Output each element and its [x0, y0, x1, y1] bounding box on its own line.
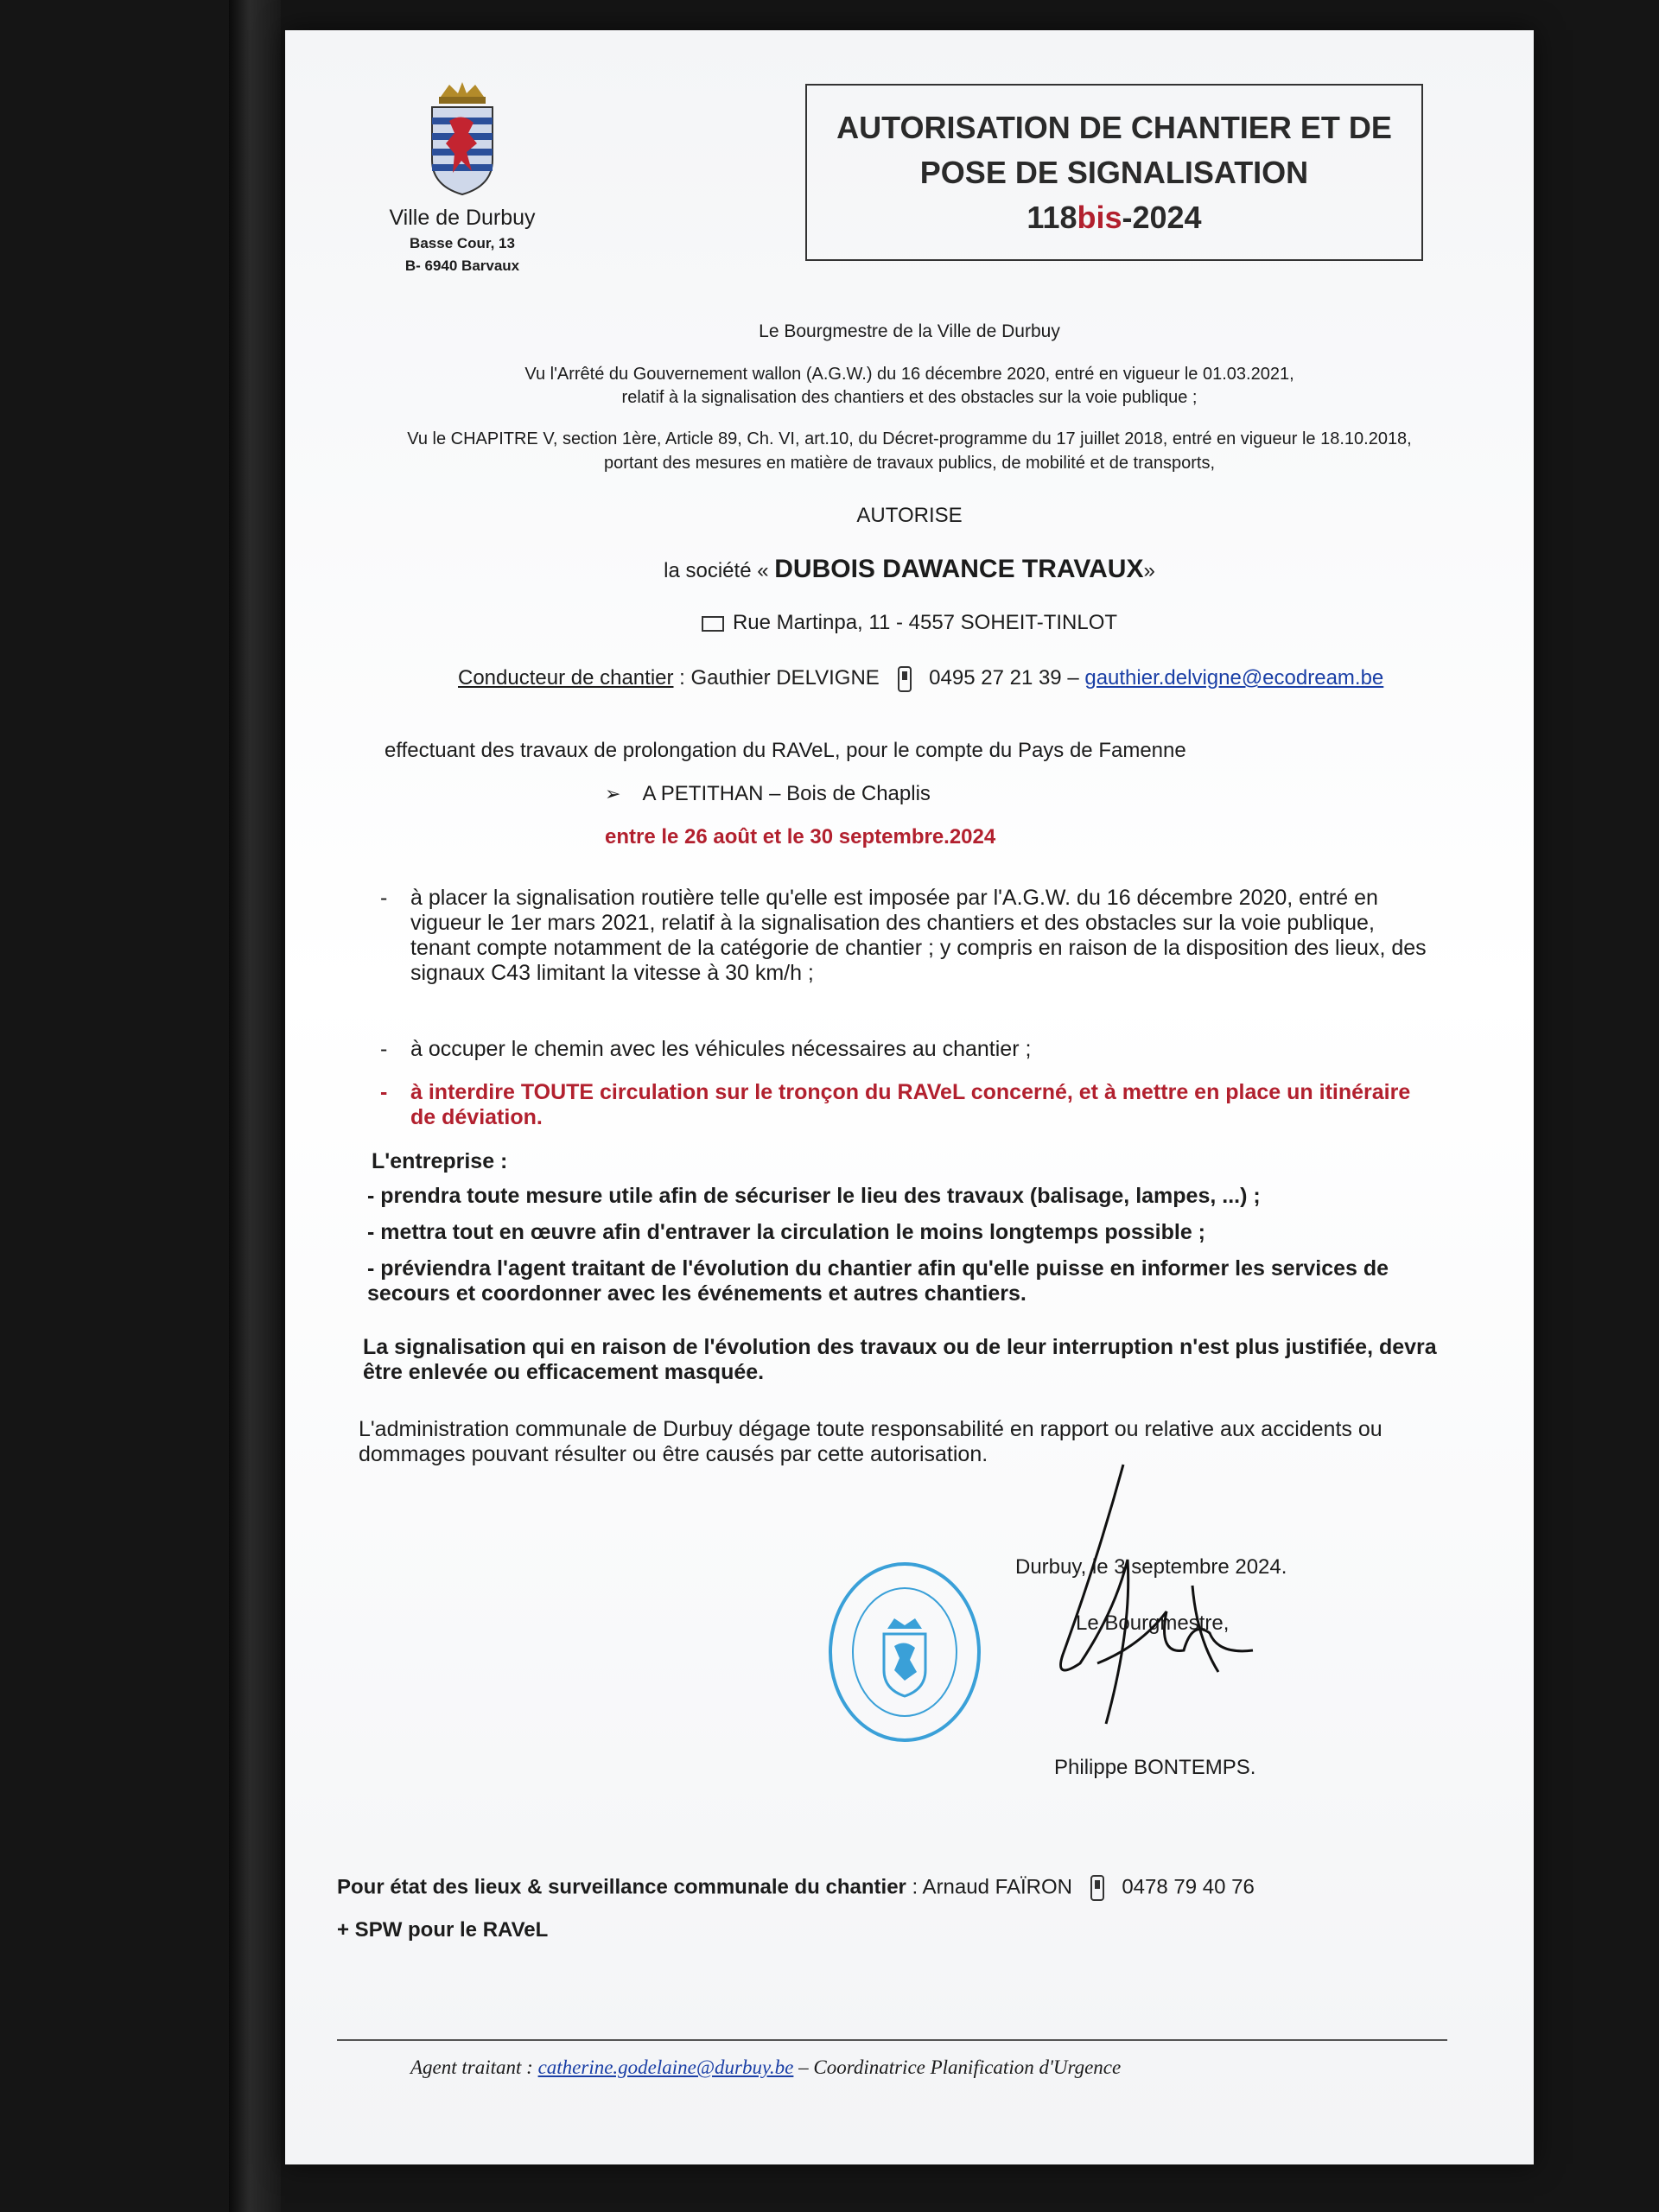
- footer-line: [410, 2056, 1447, 2079]
- condition-item-1: [380, 886, 1439, 986]
- frame-edge: [229, 0, 281, 2212]
- obligation-item-1: - prendra toute mesure utile afin de sécuriser le lieu des travaux (balisage, lampes, ...) ;: [367, 1184, 1261, 1208]
- signatory-role: Le Bourgmestre,: [1076, 1611, 1230, 1635]
- dash: -: [380, 1037, 388, 1061]
- conductor-line: [458, 665, 1495, 692]
- number-part2: bis: [1077, 199, 1122, 235]
- city-address-line1: Basse Cour, 13: [410, 235, 515, 251]
- liability-note: L'administration communale de Durbuy dégage toute responsabilité en rapport ou relative aux accidents ou dommages pouvant résulter ou être causés par cette autorisation.: [359, 1417, 1382, 1466]
- conductor-email-link[interactable]: gauthier.delvigne@ecodream.be: [1084, 666, 1384, 690]
- signatory-name: Philippe BONTEMPS.: [1054, 1756, 1256, 1779]
- works-description: effectuant des travaux de prolongation du RAVeL, pour le compte du Pays de Famenne: [385, 739, 1186, 762]
- works-period: entre le 26 août et le 30 septembre.2024: [605, 825, 996, 849]
- surveillance-name: : Arnaud FAÏRON: [912, 1875, 1072, 1899]
- mobile-phone-icon: [1090, 1875, 1104, 1901]
- condition-item-3: [380, 1080, 1439, 1130]
- surveillance-phone: 0478 79 40 76: [1122, 1875, 1255, 1899]
- company-name: DUBOIS DAWANCE TRAVAUX: [774, 555, 1144, 583]
- number-part3: -2024: [1122, 199, 1202, 235]
- place-date: Durbuy, le 3 septembre 2024.: [1015, 1555, 1287, 1579]
- autorise: AUTORISE: [856, 504, 963, 527]
- works-location-line: [605, 782, 1296, 806]
- mail-icon: [702, 616, 724, 632]
- conductor-label: Conducteur de chantier: [458, 666, 674, 690]
- obligation-item-3: - préviendra l'agent traitant de l'évolution du chantier afin qu'elle puisse en informer les services de secours et coordonner avec les événements et autres chantiers.: [367, 1256, 1389, 1306]
- condition-3-text: à interdire TOUTE circulation sur le tronçon du RAVeL concerné, et à mettre en place un itinéraire de déviation.: [410, 1080, 1411, 1129]
- company-suffix: »: [1143, 559, 1155, 582]
- agent-role: – Coordinatrice Planification d'Urgence: [798, 2056, 1122, 2078]
- coat-of-arms-icon: [423, 78, 501, 199]
- mobile-phone-icon: [898, 666, 912, 692]
- title-line1: AUTORISATION DE CHANTIER ET DE: [836, 109, 1392, 145]
- vu1-line1: Vu l'Arrêté du Gouvernement wallon (A.G.W.) du 16 décembre 2020, entré en vigueur le 01.03.2021,: [524, 365, 1294, 384]
- conductor-name: : Gauthier DELVIGNE: [679, 666, 880, 690]
- agent-label: Agent traitant :: [410, 2056, 533, 2078]
- title-box: [805, 84, 1423, 261]
- company-prefix: la société «: [664, 559, 769, 582]
- agent-email-link[interactable]: catherine.godelaine@durbuy.be: [537, 2056, 794, 2078]
- dash: -: [380, 886, 388, 910]
- vu2-line1: Vu le CHAPITRE V, section 1ère, Article 89, Ch. VI, art.10, du Décret-programme du 17 juillet 2018, entré en vigueur le 18.10.2018,: [407, 429, 1412, 448]
- number-part1: 118: [1027, 199, 1077, 235]
- document-page: [285, 30, 1534, 2164]
- signalisation-note: La signalisation qui en raison de l'évolution des travaux ou de leur interruption n'est plus justifiée, devra être enlevée ou efficacement masquée.: [363, 1335, 1437, 1384]
- issuer: Le Bourgmestre de la Ville de Durbuy: [759, 321, 1060, 341]
- obligations-heading: L'entreprise :: [372, 1149, 508, 1173]
- authorization-number: [1027, 195, 1201, 240]
- surveillance-label: Pour état des lieux & surveillance communale du chantier: [337, 1875, 906, 1899]
- company-address-line: [285, 611, 1534, 635]
- company-address: Rue Martinpa, 11 - 4557 SOHEIT-TINLOT: [732, 611, 1118, 634]
- condition-1-text: à placer la signalisation routière telle qu'elle est imposée par l'A.G.W. du 16 décembre 2020, entré en vigueur le 1er mars 2021, relatif à la signalisation des chantiers et des obstacles sur la voie publique, tenant compte notamment de la catégorie de chantier ; y compris en raison de la disposition des lieux, des signaux C43 limitant la vitesse à 30 km/h ;: [410, 886, 1427, 985]
- surveillance-extra: + SPW pour le RAVeL: [337, 1918, 549, 1942]
- works-location: A PETITHAN – Bois de Chaplis: [642, 782, 931, 805]
- conductor-phone: 0495 27 21 39 –: [929, 666, 1079, 690]
- obligation-item-2: - mettra tout en œuvre afin d'entraver la circulation le moins longtemps possible ;: [367, 1220, 1206, 1244]
- surveillance-line: [337, 1875, 1460, 1901]
- footer-divider: [337, 2039, 1447, 2041]
- arrow-bullet-icon: ➢: [605, 783, 621, 804]
- city-name: Ville de Durbuy: [389, 206, 536, 230]
- condition-item-2: [380, 1037, 1439, 1062]
- city-address-line2: B- 6940 Barvaux: [404, 257, 520, 274]
- municipal-stamp-icon: [825, 1560, 985, 1745]
- dash: -: [380, 1080, 388, 1104]
- vu1-line2: relatif à la signalisation des chantiers et des obstacles sur la voie publique ;: [621, 388, 1198, 407]
- title-line2: POSE DE SIGNALISATION: [919, 154, 1309, 190]
- company-line: [285, 555, 1534, 584]
- handwritten-signature-icon: [1046, 1456, 1270, 1732]
- condition-2-text: à occuper le chemin avec les véhicules nécessaires au chantier ;: [410, 1037, 1032, 1061]
- vu2-line2: portant des mesures en matière de travaux publics, de mobilité et de transports,: [603, 454, 1216, 473]
